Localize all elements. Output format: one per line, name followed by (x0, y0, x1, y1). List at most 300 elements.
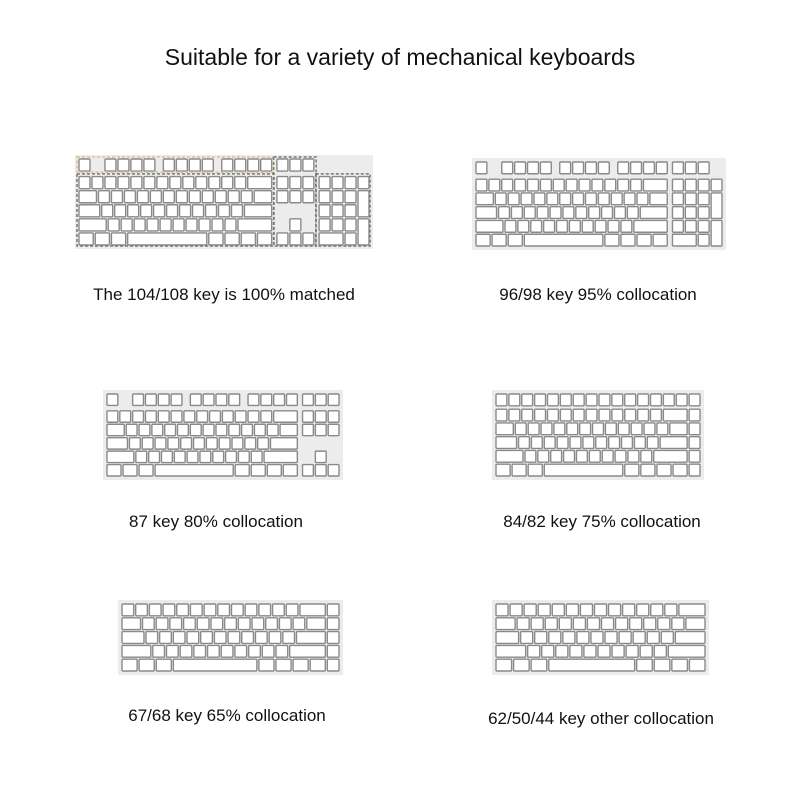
keycap (332, 205, 343, 217)
keycap (293, 659, 308, 671)
keycap (358, 177, 369, 189)
keycap (144, 159, 155, 171)
keycap (303, 465, 314, 476)
keycap (521, 193, 532, 205)
keycap (599, 394, 610, 406)
keycap (589, 450, 600, 462)
keycap (541, 423, 552, 435)
keycap (631, 179, 642, 191)
keycap (586, 162, 597, 174)
keycap (146, 632, 158, 644)
keycap (625, 394, 636, 406)
keycap (98, 191, 109, 203)
keycap (612, 645, 624, 657)
keycap (177, 604, 189, 616)
keycap (279, 618, 291, 630)
keycap (618, 179, 629, 191)
keycap (254, 191, 271, 203)
keycap (685, 220, 696, 232)
keycap (222, 411, 233, 422)
keycap (208, 645, 220, 657)
keycap (676, 394, 687, 406)
keycap (586, 409, 597, 421)
keycap (538, 450, 549, 462)
keycap (259, 604, 271, 616)
keycap (290, 159, 301, 171)
keycap (251, 465, 265, 476)
keycap (143, 618, 155, 630)
keycap (105, 159, 116, 171)
keycap (673, 464, 687, 476)
keycap (264, 451, 297, 462)
keycap (524, 234, 603, 246)
keycap (194, 645, 206, 657)
keycap (618, 162, 629, 174)
keycap (665, 604, 677, 616)
keycap (107, 394, 118, 405)
keycap (303, 159, 314, 171)
keycap (654, 659, 670, 671)
keycap (647, 632, 659, 644)
keycap (609, 437, 620, 449)
keycap (79, 205, 100, 217)
keycap (651, 604, 663, 616)
keycap (618, 423, 629, 435)
keycap (245, 604, 257, 616)
keycap (160, 632, 172, 644)
keycap (698, 193, 709, 205)
keycap (269, 632, 281, 644)
keycap (557, 437, 568, 449)
keycap (79, 219, 106, 231)
keycap (698, 234, 709, 246)
keycap (245, 438, 256, 449)
keycap (108, 219, 119, 231)
keycap (189, 159, 200, 171)
keycap (524, 207, 535, 219)
keycap (637, 659, 653, 671)
keycap (634, 220, 667, 232)
keycap (232, 604, 244, 616)
keycap (276, 659, 291, 671)
keycap (142, 438, 153, 449)
keycap (133, 394, 144, 405)
keycap (328, 411, 339, 422)
caption-65: 67/68 key 65% collocation (128, 706, 326, 725)
keycap (189, 191, 200, 203)
keycap (332, 177, 343, 189)
keycap (139, 424, 150, 435)
keycap (521, 632, 533, 644)
keycap (170, 177, 181, 189)
keycap (261, 159, 272, 171)
keycap (214, 632, 226, 644)
keycap (118, 159, 129, 171)
keycap (502, 179, 513, 191)
keycap (517, 618, 529, 630)
keycap (624, 193, 635, 205)
keycap (528, 645, 540, 657)
keycap (252, 618, 264, 630)
keycap (566, 179, 577, 191)
keycap (579, 179, 590, 191)
keycap (698, 162, 709, 174)
keycap (184, 411, 195, 422)
keycap (276, 645, 288, 657)
caption-60: 62/50/44 key other collocation (488, 709, 714, 728)
keycap (190, 394, 201, 405)
keycap (128, 205, 139, 217)
keycap (165, 424, 176, 435)
keycap (136, 604, 148, 616)
keycap (679, 604, 705, 616)
keycap (238, 618, 250, 630)
keycap (637, 193, 648, 205)
keycap (531, 437, 542, 449)
keycap (508, 193, 519, 205)
keycap (528, 179, 539, 191)
keycap (560, 394, 571, 406)
keycap (496, 464, 510, 476)
keycap (261, 394, 272, 405)
keycap (248, 159, 259, 171)
keycap (303, 394, 314, 405)
keycap (528, 423, 539, 435)
keycap (689, 659, 705, 671)
keycap (554, 423, 565, 435)
keycap (654, 450, 687, 462)
keycap (608, 220, 619, 232)
keycap (345, 191, 356, 203)
keycap (545, 618, 557, 630)
keycap (107, 465, 121, 476)
keycap (107, 411, 118, 422)
keycap (582, 220, 593, 232)
keycap (675, 632, 705, 644)
keycap (540, 162, 551, 174)
keycap (698, 207, 709, 219)
keycap (496, 409, 507, 421)
keycap (476, 234, 490, 246)
keycap (303, 424, 314, 435)
keycap (615, 450, 626, 462)
keycap (643, 162, 654, 174)
keycap (303, 411, 314, 422)
keycap (319, 233, 343, 245)
keycap (672, 234, 696, 246)
keycap (598, 645, 610, 657)
keycap (290, 219, 301, 231)
keycap (171, 411, 182, 422)
keycap (235, 159, 246, 171)
keycap (628, 450, 639, 462)
keycap (512, 464, 526, 476)
keyboard-75 (492, 390, 704, 480)
keycap (290, 233, 301, 245)
keycap (134, 219, 145, 231)
keycap (150, 191, 161, 203)
keycap (594, 604, 606, 616)
keycap (290, 191, 301, 203)
keycap (522, 409, 533, 421)
keycap (496, 394, 507, 406)
keycap (111, 233, 125, 245)
keycap (544, 464, 622, 476)
keycap (640, 645, 652, 657)
keycap (171, 394, 182, 405)
keycap (505, 220, 516, 232)
keycap (221, 645, 233, 657)
keycap (647, 437, 658, 449)
keycap (232, 438, 243, 449)
keycap (685, 162, 696, 174)
keycap (209, 177, 220, 189)
keycap (550, 207, 561, 219)
keycap (122, 604, 134, 616)
keycap (303, 191, 314, 203)
keycap (509, 394, 520, 406)
keycap (139, 659, 154, 671)
keycap (115, 205, 126, 217)
keycap (303, 177, 314, 189)
keycap (248, 411, 259, 422)
keycap (167, 205, 178, 217)
keycap (586, 394, 597, 406)
keycap (672, 659, 688, 671)
keycap (602, 450, 613, 462)
keycap (163, 159, 174, 171)
caption-75: 84/82 key 75% collocation (503, 512, 701, 531)
keycap (267, 465, 281, 476)
keycap (226, 451, 237, 462)
keycap (689, 409, 700, 421)
keycap (328, 465, 339, 476)
keycap (686, 618, 705, 630)
keycap (587, 618, 599, 630)
keycap (551, 450, 562, 462)
keycap (584, 645, 596, 657)
keycap (147, 219, 158, 231)
keycap (542, 645, 554, 657)
keycap (259, 659, 274, 671)
keycap (496, 659, 512, 671)
keycap (225, 618, 237, 630)
keycap (637, 604, 649, 616)
keycap (126, 424, 137, 435)
keycap (593, 423, 604, 435)
keycap (193, 205, 204, 217)
keycap (625, 464, 639, 476)
keycap (204, 604, 216, 616)
keycap (203, 424, 214, 435)
keycap (131, 159, 142, 171)
keycap (235, 645, 247, 657)
keycap (531, 220, 542, 232)
keycap (560, 193, 571, 205)
keycap (158, 394, 169, 405)
keycap (219, 438, 230, 449)
keycap (634, 437, 645, 449)
keycap (689, 450, 700, 462)
keycap (122, 632, 144, 644)
keycap (698, 179, 709, 191)
keycap (627, 207, 638, 219)
keycap (630, 618, 642, 630)
keycap (297, 632, 326, 644)
keycap (599, 409, 610, 421)
keycap (605, 234, 619, 246)
keycap (176, 159, 187, 171)
keycap (502, 162, 513, 174)
keycap (560, 409, 571, 421)
keycap (155, 465, 233, 476)
keycap (315, 394, 326, 405)
keycap (203, 394, 214, 405)
keycap (358, 219, 369, 245)
keycap (123, 465, 137, 476)
keycap (591, 632, 603, 644)
keycap (672, 207, 683, 219)
keycap (199, 219, 210, 231)
keycap (137, 191, 148, 203)
keycap (528, 464, 542, 476)
keycap (270, 438, 297, 449)
keycap (136, 451, 147, 462)
keycap (315, 451, 326, 462)
keycap (332, 219, 343, 231)
keycap (166, 645, 178, 657)
keycap (345, 219, 356, 231)
keycap (124, 191, 135, 203)
keycap (139, 465, 153, 476)
keycap (602, 618, 614, 630)
keycap (215, 191, 226, 203)
keycap (641, 464, 655, 476)
keycap (105, 177, 116, 189)
keycap (196, 177, 207, 189)
keycap (560, 162, 571, 174)
keycap (535, 409, 546, 421)
keycap (638, 409, 649, 421)
keycap (345, 205, 356, 217)
keycap (609, 604, 621, 616)
keycap (238, 219, 272, 231)
keycap (358, 191, 369, 217)
keycap (293, 618, 305, 630)
keycap (277, 233, 288, 245)
keycap (283, 465, 297, 476)
keycap (107, 424, 124, 435)
keycap (152, 424, 163, 435)
keycap (651, 394, 662, 406)
keycap (202, 191, 213, 203)
keycap (496, 618, 515, 630)
keycap (181, 438, 192, 449)
keycap (190, 424, 201, 435)
keycap (180, 205, 191, 217)
keycap (657, 423, 668, 435)
keycap (672, 618, 684, 630)
keycap (528, 162, 539, 174)
keycap (577, 632, 589, 644)
keycap (211, 618, 223, 630)
keycap (174, 451, 185, 462)
keycap (303, 233, 314, 245)
keycap (672, 220, 683, 232)
keycap (156, 618, 168, 630)
keycap (605, 632, 617, 644)
keycap (657, 464, 671, 476)
keycap (319, 191, 330, 203)
keycap (184, 618, 196, 630)
keycap (605, 179, 616, 191)
keycap (158, 411, 169, 422)
keycap (653, 234, 667, 246)
keycap (225, 219, 236, 231)
keycap (161, 451, 172, 462)
keycap (122, 659, 137, 671)
keycap (173, 659, 257, 671)
keycap (515, 423, 526, 435)
keycap (476, 162, 487, 174)
keycap (213, 451, 224, 462)
keycap (537, 207, 548, 219)
keycap (129, 438, 140, 449)
keycap (92, 177, 103, 189)
keycap (283, 632, 295, 644)
keycap (173, 219, 184, 231)
keycap (525, 450, 536, 462)
keycap (548, 409, 559, 421)
keycap (300, 604, 325, 616)
keycap (255, 632, 267, 644)
keycap (658, 618, 670, 630)
keycap (612, 394, 623, 406)
keycap (563, 632, 575, 644)
keycap (241, 191, 252, 203)
keycap (552, 604, 564, 616)
keycap (564, 450, 575, 462)
keycap (663, 409, 687, 421)
keycap (222, 159, 233, 171)
keycap (514, 659, 530, 671)
keycap (598, 193, 609, 205)
keycap (222, 177, 233, 189)
keycap (187, 632, 199, 644)
keycap (496, 632, 519, 644)
keycap (273, 604, 285, 616)
keycap (261, 411, 272, 422)
keycap (540, 179, 551, 191)
keycap (626, 645, 638, 657)
keycap (625, 409, 636, 421)
keycap (187, 451, 198, 462)
keycap (327, 659, 339, 671)
keycap (197, 411, 208, 422)
keycap (531, 618, 543, 630)
keycap (206, 205, 217, 217)
keycap (286, 604, 298, 616)
keycap (242, 424, 253, 435)
keycap (685, 179, 696, 191)
keycap (583, 437, 594, 449)
keycap (476, 220, 503, 232)
keycap (633, 632, 645, 644)
keycap (307, 618, 326, 630)
keycap (596, 437, 607, 449)
keycap (631, 423, 642, 435)
keycap (569, 220, 580, 232)
